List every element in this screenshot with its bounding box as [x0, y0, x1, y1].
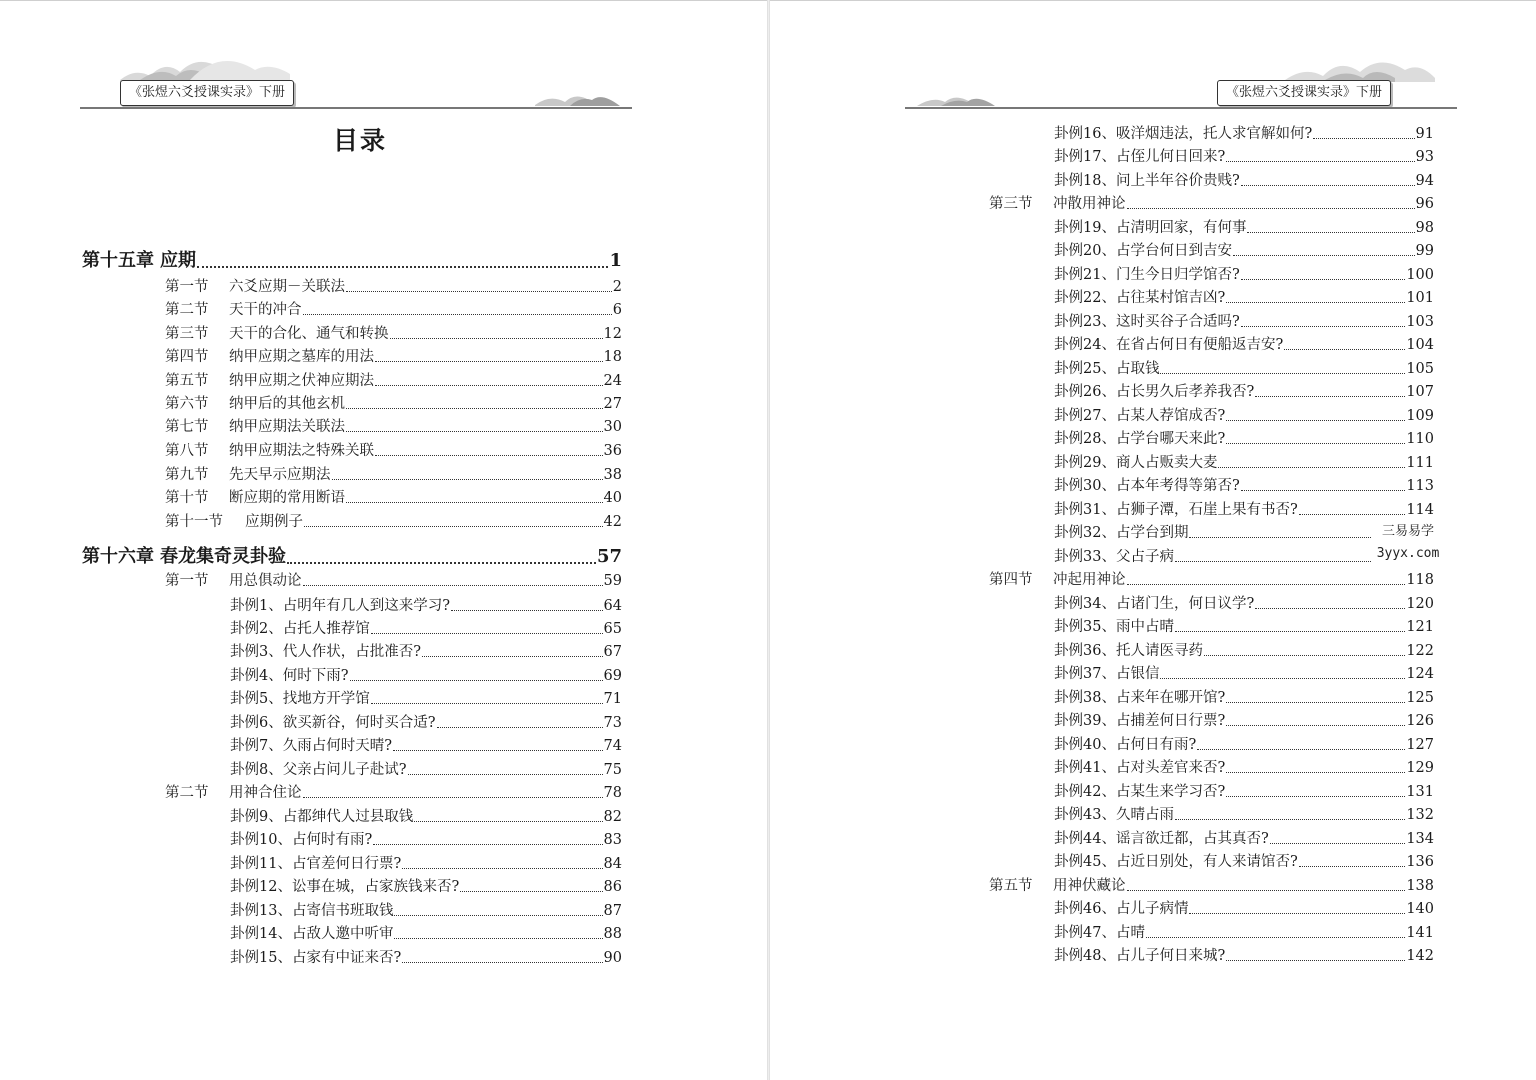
page-number: 18: [603, 349, 622, 365]
toc-section[interactable]: [989, 876, 1434, 896]
dot-leader: [375, 347, 603, 362]
toc-example[interactable]: [230, 807, 622, 827]
dot-leader: [371, 689, 603, 704]
example-title: 卦例37、占银信: [1054, 666, 1160, 682]
page-number: 93: [1415, 149, 1434, 165]
dot-leader: [346, 417, 603, 432]
dot-leader: [1241, 476, 1406, 491]
dot-leader: [1226, 782, 1405, 797]
example-title: 卦例33、父占子病: [1054, 549, 1174, 565]
dot-leader: [393, 736, 603, 751]
toc-section[interactable]: [165, 324, 622, 344]
toc-section[interactable]: [165, 488, 622, 508]
example-title: 卦例45、占近日别处，有人来请馆否?: [1054, 854, 1298, 870]
toc-example[interactable]: [1054, 359, 1434, 379]
dot-leader: [1189, 899, 1405, 914]
toc-section[interactable]: [165, 347, 622, 367]
example-title: 卦例21、门生今日归学馆否?: [1054, 267, 1240, 283]
watermark-line-2: 3yyx.com: [1376, 546, 1440, 561]
page-number: 111: [1406, 455, 1434, 471]
example-title: 卦例20、占学台何日到吉安: [1054, 243, 1232, 259]
toc-example[interactable]: [1054, 782, 1434, 802]
dot-leader: [373, 830, 602, 845]
page-number: 104: [1406, 337, 1434, 353]
dot-leader: [1255, 594, 1405, 609]
toc-section[interactable]: [165, 465, 622, 485]
toc-example[interactable]: [1054, 711, 1434, 731]
page-number: 38: [603, 467, 622, 483]
example-title: 卦例35、雨中占晴: [1054, 619, 1174, 635]
dot-leader: [1127, 194, 1415, 209]
dot-leader: [1226, 406, 1405, 421]
page-number: 2: [612, 279, 622, 295]
toc-example[interactable]: [230, 713, 622, 733]
watermark: [1372, 521, 1444, 565]
toc-example[interactable]: [230, 642, 622, 662]
page-number: 121: [1406, 619, 1434, 635]
page-number: 12: [603, 326, 622, 342]
page-number: 136: [1406, 854, 1434, 870]
example-title: 卦例41、占对头差官来否?: [1054, 760, 1226, 776]
page-number: 71: [603, 691, 622, 707]
example-title: 卦例28、占学台哪天来此?: [1054, 431, 1226, 447]
page-number: 99: [1415, 243, 1434, 259]
section-number: 第三节: [989, 196, 1033, 212]
page-number: 78: [603, 785, 622, 801]
example-title: 卦例16、吸洋烟违法，托人求官解如何?: [1054, 126, 1313, 142]
section-number: 第四节: [165, 349, 209, 365]
toc-example[interactable]: [1054, 241, 1434, 261]
dot-leader: [390, 324, 603, 339]
toc-section[interactable]: [165, 571, 622, 591]
section-title: 天干的冲合: [229, 302, 302, 318]
toc-example[interactable]: [1054, 899, 1434, 919]
dot-leader: [1175, 617, 1405, 632]
page-number: 127: [1406, 737, 1434, 753]
page-number: 140: [1406, 901, 1434, 917]
page-number: 138: [1406, 878, 1434, 894]
example-title: 卦例11、占官差何日行票?: [230, 856, 402, 872]
page-number: 59: [603, 573, 622, 589]
section-title: 纳甲后的其他玄机: [229, 396, 345, 412]
section-number: 第二节: [165, 302, 209, 318]
page-number: 107: [1406, 384, 1434, 400]
dot-leader: [375, 441, 603, 456]
example-title: 卦例40、占何日有雨?: [1054, 737, 1197, 753]
example-title: 卦例24、在省占何日有便船返吉安?: [1054, 337, 1284, 353]
chapter-title: 应期: [160, 250, 196, 271]
toc-example[interactable]: [230, 948, 622, 968]
dot-leader: [422, 642, 603, 657]
toc-example[interactable]: [230, 901, 622, 921]
page-number: 131: [1406, 784, 1434, 800]
page-number: 101: [1406, 290, 1434, 306]
dot-leader: [1226, 688, 1405, 703]
toc-section[interactable]: [165, 783, 622, 803]
section-title: 纳甲应期之伏神应期法: [229, 373, 374, 389]
toc-example[interactable]: [1054, 688, 1434, 708]
header-rule: [80, 107, 632, 109]
section-title: 应期例子: [245, 514, 303, 530]
dot-leader: [371, 619, 603, 634]
toc-example[interactable]: [1054, 312, 1434, 332]
toc-example[interactable]: [230, 666, 622, 686]
page-number: 105: [1406, 361, 1434, 377]
page-number: 87: [603, 903, 622, 919]
dot-leader: [287, 545, 596, 564]
page-title: 目录: [333, 126, 388, 155]
example-title: 卦例46、占儿子病情: [1054, 901, 1189, 917]
dot-leader: [346, 277, 612, 292]
toc-example[interactable]: [230, 877, 622, 897]
example-title: 卦例19、占清明回家，有何事: [1054, 220, 1247, 236]
chapter-number: 第十六章: [82, 546, 154, 567]
header-banner-left: [80, 50, 632, 112]
toc-example[interactable]: [230, 689, 622, 709]
page-number: 83: [603, 832, 622, 848]
dot-leader: [1226, 758, 1405, 773]
example-title: 卦例2、占托人推荐馆: [230, 621, 370, 637]
example-title: 卦例6、欲买新谷，何时买合适?: [230, 715, 436, 731]
example-title: 卦例30、占本年考得等第否?: [1054, 478, 1240, 494]
toc-example[interactable]: [1054, 946, 1434, 966]
page-number: 124: [1406, 666, 1434, 682]
example-title: 卦例29、商人占贩卖大麦: [1054, 455, 1218, 471]
page-number: 64: [603, 598, 622, 614]
dot-leader: [303, 571, 603, 586]
dot-leader: [414, 807, 602, 822]
section-title: 用总俱动论: [229, 573, 302, 589]
toc-section[interactable]: [165, 417, 622, 437]
page-number: 42: [603, 514, 622, 530]
toc-chapter-15[interactable]: [82, 249, 622, 273]
header-banner-right: [905, 50, 1457, 112]
section-title: 天干的合化、通气和转换: [229, 326, 389, 342]
page-number: 126: [1406, 713, 1434, 729]
section-title: 纳甲应期法关联法: [229, 419, 345, 435]
dot-leader: [402, 948, 602, 963]
page-number: 6: [612, 302, 622, 318]
toc-section[interactable]: [165, 300, 622, 320]
toc-example[interactable]: [1054, 265, 1434, 285]
toc-example[interactable]: [1054, 758, 1434, 778]
example-title: 卦例42、占某生来学习否?: [1054, 784, 1226, 800]
page-number: 75: [603, 762, 622, 778]
example-title: 卦例12、讼事在城，占家族钱来否?: [230, 879, 460, 895]
section-number: 第一节: [165, 573, 209, 589]
toc-example[interactable]: [1054, 617, 1434, 637]
toc-example[interactable]: [1054, 429, 1434, 449]
toc-example[interactable]: [1054, 147, 1434, 167]
example-title: 卦例39、占捕差何日行票?: [1054, 713, 1226, 729]
example-title: 卦例7、久雨占何时天晴?: [230, 738, 392, 754]
dot-leader: [1241, 265, 1406, 280]
section-number: 第七节: [165, 419, 209, 435]
page-number: 114: [1406, 502, 1434, 518]
dot-leader: [394, 924, 602, 939]
dot-leader: [1299, 852, 1406, 867]
toc-example[interactable]: [1054, 664, 1434, 684]
page-number: 73: [603, 715, 622, 731]
toc-section[interactable]: [989, 570, 1434, 590]
example-title: 卦例1、占明年有几人到这来学习?: [230, 598, 450, 614]
toc-example[interactable]: [1054, 805, 1434, 825]
example-title: 卦例25、占取钱: [1054, 361, 1160, 377]
example-title: 卦例15、占家有中证来否?: [230, 950, 402, 966]
example-title: 卦例31、占狮子潭，石崖上果有书否?: [1054, 502, 1298, 518]
dot-leader: [1255, 382, 1405, 397]
page-number: 27: [603, 396, 622, 412]
dot-leader: [1226, 711, 1405, 726]
example-title: 卦例43、久晴占雨: [1054, 807, 1174, 823]
dot-leader: [460, 877, 602, 892]
page-number: 82: [603, 809, 622, 825]
dot-leader: [332, 465, 603, 480]
page-number: 118: [1406, 572, 1434, 588]
example-title: 卦例32、占学台到期: [1054, 525, 1189, 541]
toc-example[interactable]: [1054, 288, 1434, 308]
example-title: 卦例47、占晴: [1054, 925, 1145, 941]
dot-leader: [408, 760, 603, 775]
dot-leader: [394, 901, 602, 916]
section-title: 冲起用神论: [1053, 572, 1126, 588]
dot-leader: [437, 713, 603, 728]
page-number: 98: [1415, 220, 1434, 236]
page-number: 103: [1406, 314, 1434, 330]
page-number: 120: [1406, 596, 1434, 612]
example-title: 卦例27、占某人荐馆成否?: [1054, 408, 1226, 424]
example-title: 卦例34、占诸门生，何日议学?: [1054, 596, 1255, 612]
dot-leader: [1241, 171, 1415, 186]
header-book-label: 《张煜六爻授课实录》下册: [1217, 80, 1391, 106]
dot-leader: [350, 666, 603, 681]
toc-example[interactable]: [1054, 453, 1434, 473]
dot-leader: [1175, 805, 1405, 820]
section-number: 第二节: [165, 785, 209, 801]
watermark-line-1: 三易易学: [1381, 524, 1434, 539]
page-number: 94: [1415, 173, 1434, 189]
page-number: 65: [603, 621, 622, 637]
dot-leader: [1127, 570, 1406, 585]
example-title: 卦例26、占长男久后孝养我否?: [1054, 384, 1255, 400]
toc-example[interactable]: [230, 854, 622, 874]
page-number: 90: [603, 950, 622, 966]
example-title: 卦例13、占寄信书班取钱: [230, 903, 394, 919]
section-number: 第四节: [989, 572, 1033, 588]
example-title: 卦例9、占都绅代人过县取钱: [230, 809, 414, 825]
dot-leader: [1204, 641, 1405, 656]
toc-example[interactable]: [1054, 923, 1434, 943]
dot-leader: [1270, 829, 1406, 844]
dot-leader: [1241, 312, 1406, 327]
page-number: 134: [1406, 831, 1434, 847]
toc-example[interactable]: [1054, 171, 1434, 191]
section-number: 第五节: [165, 373, 209, 389]
page-number: 24: [603, 373, 622, 389]
chapter-title: 春龙集奇灵卦验: [160, 546, 286, 567]
section-title: 冲散用神论: [1053, 196, 1126, 212]
example-title: 卦例38、占来年在哪开馆?: [1054, 690, 1226, 706]
toc-example[interactable]: [1054, 594, 1434, 614]
section-title: 用神合住论: [229, 785, 302, 801]
page-number: 122: [1406, 643, 1434, 659]
page-number: 113: [1406, 478, 1434, 494]
section-title: 断应期的常用断语: [229, 490, 345, 506]
dot-leader: [451, 596, 603, 611]
page-number: 57: [596, 546, 622, 567]
dot-leader: [304, 512, 603, 527]
example-title: 卦例5、找地方开学馆: [230, 691, 370, 707]
toc-section[interactable]: [165, 277, 622, 297]
section-number: 第五节: [989, 878, 1033, 894]
toc-section[interactable]: [165, 441, 622, 461]
dot-leader: [1233, 241, 1415, 256]
page-number: 110: [1406, 431, 1434, 447]
dot-leader: [1226, 946, 1405, 961]
page-number: 74: [603, 738, 622, 754]
toc-example[interactable]: [1054, 382, 1434, 402]
example-title: 卦例18、问上半年谷价贵贱?: [1054, 173, 1240, 189]
toc-example[interactable]: [1054, 406, 1434, 426]
page-number: 69: [603, 668, 622, 684]
header-rule: [905, 107, 1457, 109]
example-title: 卦例14、占敌人邀中听审: [230, 926, 394, 942]
example-title: 卦例8、父亲占问儿子赴试?: [230, 762, 407, 778]
dot-leader: [1284, 335, 1405, 350]
example-title: 卦例3、代人作状，占批准否?: [230, 644, 421, 660]
page-number: 125: [1406, 690, 1434, 706]
toc-example[interactable]: [230, 830, 622, 850]
section-title: 六爻应期－关联法: [229, 279, 345, 295]
dot-leader: [346, 488, 603, 503]
section-number: 第九节: [165, 467, 209, 483]
dot-leader: [303, 300, 612, 315]
toc-example[interactable]: [230, 760, 622, 780]
page-number: 1: [609, 250, 622, 271]
section-number: 第十一节: [165, 514, 223, 530]
toc-example[interactable]: [1054, 852, 1434, 872]
example-title: 卦例23、这时买谷子合适吗?: [1054, 314, 1240, 330]
page-number: 86: [603, 879, 622, 895]
toc-example[interactable]: [1054, 735, 1434, 755]
dot-leader: [197, 249, 608, 268]
dot-leader: [1197, 735, 1405, 750]
section-title: 用神伏藏论: [1053, 878, 1126, 894]
toc-section[interactable]: [165, 394, 622, 414]
dot-leader: [1160, 359, 1405, 374]
toc-example[interactable]: [1054, 476, 1434, 496]
section-number: 第八节: [165, 443, 209, 459]
toc-example[interactable]: [230, 596, 622, 616]
dot-leader: [402, 854, 602, 869]
dot-leader: [1127, 876, 1406, 891]
dot-leader: [375, 371, 603, 386]
toc-section[interactable]: [165, 371, 622, 391]
dot-leader: [1313, 124, 1414, 139]
header-book-label: 《张煜六爻授课实录》下册: [120, 80, 294, 106]
page-number: 132: [1406, 807, 1434, 823]
toc-example[interactable]: [1054, 124, 1434, 144]
page-number: 88: [603, 926, 622, 942]
toc-example[interactable]: [1054, 641, 1434, 661]
dot-leader: [1299, 500, 1406, 515]
section-number: 第一节: [165, 279, 209, 295]
dot-leader: [1146, 923, 1405, 938]
dot-leader: [1160, 664, 1405, 679]
toc-chapter-16[interactable]: [82, 545, 622, 569]
toc-section[interactable]: [165, 512, 622, 532]
page-number: 91: [1415, 126, 1434, 142]
example-title: 卦例44、谣言欲迁都，占其真否?: [1054, 831, 1269, 847]
section-title: 纳甲应期之墓库的用法: [229, 349, 374, 365]
page-number: 100: [1406, 267, 1434, 283]
toc-example[interactable]: [1054, 829, 1434, 849]
dot-leader: [1226, 147, 1414, 162]
page-number: 142: [1406, 948, 1434, 964]
page-number: 67: [603, 644, 622, 660]
section-number: 第十节: [165, 490, 209, 506]
toc-example[interactable]: [1054, 500, 1434, 520]
toc-example[interactable]: [230, 619, 622, 639]
toc-example[interactable]: [1054, 335, 1434, 355]
toc-section[interactable]: [989, 194, 1434, 214]
example-title: 卦例4、何时下雨?: [230, 668, 349, 684]
page-number: 36: [603, 443, 622, 459]
example-title: 卦例10、占何时有雨?: [230, 832, 373, 848]
example-title: 卦例48、占儿子何日来城?: [1054, 948, 1226, 964]
dot-leader: [303, 783, 603, 798]
toc-example[interactable]: [230, 736, 622, 756]
section-title: 纳甲应期法之特殊关联: [229, 443, 374, 459]
page-number: 109: [1406, 408, 1434, 424]
section-number: 第三节: [165, 326, 209, 342]
section-number: 第六节: [165, 396, 209, 412]
dot-leader: [346, 394, 603, 409]
page-number: 40: [603, 490, 622, 506]
page-number: 141: [1406, 925, 1434, 941]
page-number: 96: [1415, 196, 1434, 212]
page-number: 84: [603, 856, 622, 872]
example-title: 卦例22、占往某村馆吉凶?: [1054, 290, 1226, 306]
page-number: 129: [1406, 760, 1434, 776]
example-title: 卦例17、占侄儿何日回来?: [1054, 149, 1226, 165]
dot-leader: [1247, 218, 1414, 233]
toc-example[interactable]: [230, 924, 622, 944]
chapter-number: 第十五章: [82, 250, 154, 271]
section-title: 先天早示应期法: [229, 467, 331, 483]
dot-leader: [1226, 288, 1405, 303]
page-number: 30: [603, 419, 622, 435]
example-title: 卦例36、托人请医寻药: [1054, 643, 1203, 659]
dot-leader: [1218, 453, 1405, 468]
toc-example[interactable]: [1054, 218, 1434, 238]
dot-leader: [1226, 429, 1405, 444]
